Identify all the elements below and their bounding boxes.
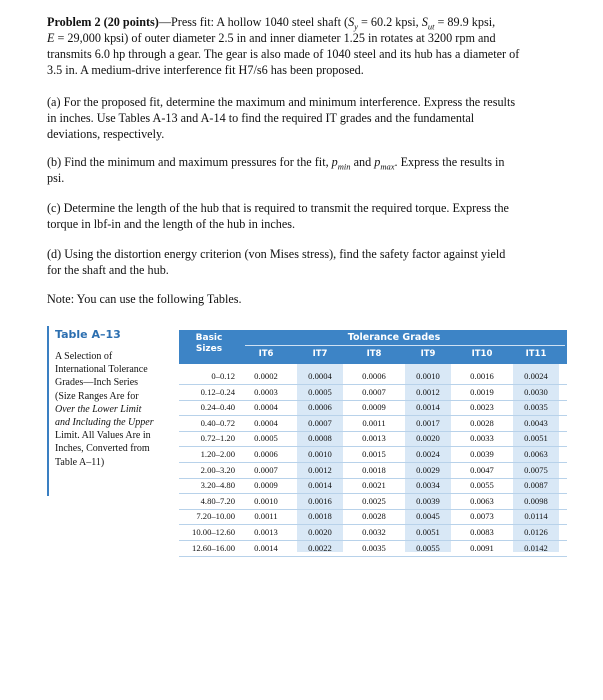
row-divider <box>179 509 567 510</box>
tolerance-cell: 0.0017 <box>416 417 440 428</box>
tolerance-cell: 0.0005 <box>254 433 278 444</box>
basic-size-cell: 3.20–4.80 <box>200 480 235 491</box>
grade-header-it10: IT10 <box>471 349 493 359</box>
tolerance-cell: 0.0007 <box>362 386 386 397</box>
row-divider <box>179 415 567 416</box>
caption-line: (Size Ranges Are for <box>55 390 139 402</box>
tolerance-cell: 0.0020 <box>416 433 440 444</box>
tolerance-cell: 0.0004 <box>308 371 332 381</box>
tolerance-cell: 0.0032 <box>362 527 386 537</box>
tolerance-cell: 0.0011 <box>362 417 386 428</box>
tolerance-cell: 0.0030 <box>524 386 548 397</box>
tolerance-cell: 0.0004 <box>254 417 278 428</box>
tolerance-cell: 0.0034 <box>416 480 440 491</box>
tolerance-cell: 0.0024 <box>524 371 548 381</box>
tolerance-cell: 0.0007 <box>308 417 332 428</box>
tolerance-cell: 0.0063 <box>470 495 494 506</box>
tolerance-cell: 0.0006 <box>362 371 386 381</box>
tolerance-cell: 0.0020 <box>308 527 332 537</box>
tolerance-cell: 0.0015 <box>362 449 386 459</box>
tolerance-cell: 0.0019 <box>470 386 494 397</box>
part-a: (a) For the proposed fit, determine the maximum and minimum interference. Express the results in inches. Use Tables A-13 and A-14 to find the required IT grades and the fundamental deviations, respectively. <box>47 95 516 141</box>
grade-header-it8: IT8 <box>366 349 382 359</box>
note-text: Note: You can use the following Tables. <box>47 292 242 306</box>
tolerance-cell: 0.0024 <box>416 449 440 459</box>
tolerance-cell: 0.0009 <box>362 402 386 413</box>
part-b: (b) Find the minimum and maximum pressures for the fit, $p_{min}$ and $p_{max}$. Express the results in psi. <box>47 155 505 185</box>
tolerance-cell: 0.0035 <box>362 542 386 553</box>
caption-line: Inches, Converted from <box>55 443 150 455</box>
tolerance-cell: 0.0006 <box>308 402 332 413</box>
table-title: Table A–13 <box>55 328 121 341</box>
tolerance-cell: 0.0045 <box>416 511 440 522</box>
part-d: (d) Using the distortion energy criterion (von Mises stress), find the safety factor against yield for the shaft and the hub. <box>47 247 506 277</box>
tolerance-cell: 0.0002 <box>254 371 278 381</box>
tolerance-cell: 0.0007 <box>254 464 278 475</box>
basic-size-cell: 7.20–10.00 <box>196 511 235 522</box>
problem-heading: Problem 2 (20 points) <box>47 15 159 29</box>
basic-size-cell: 10.00–12.60 <box>192 527 235 537</box>
tolerance-cell: 0.0039 <box>470 449 494 459</box>
tolerance-cell: 0.0051 <box>416 527 440 537</box>
tolerance-cell: 0.0012 <box>416 386 440 397</box>
grade-header-it6: IT6 <box>258 349 274 359</box>
tolerance-cell: 0.0014 <box>254 542 278 553</box>
tolerance-cell: 0.0004 <box>254 402 278 413</box>
tolerance-cell: 0.0010 <box>308 449 332 459</box>
caption-line: Limit. All Values Are in <box>55 430 151 442</box>
tolerance-cell: 0.0051 <box>524 433 548 444</box>
part-c: (c) Determine the length of the hub that is required to transmit the required torque. Express the torque in lbf-in and the length of the hub in inches. <box>47 201 509 231</box>
tolerance-cell: 0.0018 <box>362 464 386 475</box>
tolerance-grid <box>179 330 567 555</box>
tolerance-cell: 0.0025 <box>362 495 386 506</box>
row-divider <box>179 446 567 447</box>
tolerance-cell: 0.0055 <box>416 542 440 553</box>
tolerance-cell: 0.0006 <box>254 449 278 459</box>
tolerance-cell: 0.0029 <box>416 464 440 475</box>
tolerance-cell: 0.0010 <box>254 495 278 506</box>
table-accent-bar <box>47 326 49 496</box>
tolerance-cell: 0.0035 <box>524 402 548 413</box>
basic-size-cell: 0.72–1.20 <box>200 433 235 444</box>
row-divider <box>179 478 567 479</box>
grade-header-it9: IT9 <box>420 349 436 359</box>
row-divider <box>179 556 567 557</box>
problem-statement <box>47 14 567 78</box>
tolerance-cell: 0.0055 <box>470 480 494 491</box>
tolerance-cell: 0.0012 <box>308 464 332 475</box>
row-divider <box>179 540 567 541</box>
tolerance-cell: 0.0014 <box>416 402 440 413</box>
caption-line: and Including the Upper <box>55 417 154 429</box>
tolerance-cell: 0.0075 <box>524 464 548 475</box>
tolerance-cell: 0.0083 <box>470 527 494 537</box>
tolerance-cell: 0.0008 <box>308 433 332 444</box>
tolerance-cell: 0.0043 <box>524 417 548 428</box>
tolerance-cell: 0.0073 <box>470 511 494 522</box>
basic-size-cell: 2.00–3.20 <box>200 464 235 475</box>
tolerance-cell: 0.0022 <box>308 542 332 553</box>
tolerance-cell: 0.0013 <box>254 527 278 537</box>
row-divider <box>179 493 567 494</box>
basic-size-cell: 0.12–0.24 <box>200 386 235 397</box>
row-divider <box>179 400 567 401</box>
basic-size-cell: 0.24–0.40 <box>200 402 235 413</box>
tolerance-cell: 0.0063 <box>524 449 548 459</box>
row-divider <box>179 431 567 432</box>
row-divider <box>179 524 567 525</box>
row-divider <box>179 462 567 463</box>
basic-size-cell: 0.40–0.72 <box>200 417 235 428</box>
grade-header-it11: IT11 <box>525 349 547 359</box>
basic-sizes-header: Basic Sizes <box>195 333 223 354</box>
caption-line: Table A–11) <box>55 456 105 468</box>
tolerance-cell: 0.0005 <box>308 386 332 397</box>
tolerance-cell: 0.0028 <box>362 511 386 522</box>
tolerance-cell: 0.0126 <box>524 527 548 537</box>
tolerance-cell: 0.0039 <box>416 495 440 506</box>
basic-size-cell: 0–0.12 <box>211 371 235 381</box>
tolerance-cell: 0.0016 <box>308 495 332 506</box>
row-divider <box>179 384 567 385</box>
tolerance-grades-header: Tolerance Grades <box>347 332 441 343</box>
basic-size-cell: 1.20–2.00 <box>200 449 235 459</box>
caption-line: International Tolerance <box>55 364 148 376</box>
problem-line-1: Problem 2 (20 points)—Press fit: A hollow 1040 steel shaft ($S_y = 60.2$ kpsi, $S_{ut} = 89.9$ kpsi, <box>47 15 496 32</box>
table-caption <box>55 350 175 469</box>
header-divider <box>245 345 565 346</box>
tolerance-cell: 0.0098 <box>524 495 548 506</box>
tolerance-cell: 0.0091 <box>470 542 494 553</box>
tolerance-cell: 0.0018 <box>308 511 332 522</box>
caption-line: Over the Lower Limit <box>55 403 142 415</box>
tolerance-cell: 0.0047 <box>470 464 494 475</box>
tolerance-cell: 0.0010 <box>416 371 440 381</box>
grade-header-it7: IT7 <box>312 349 328 359</box>
tolerance-cell: 0.0023 <box>470 402 494 413</box>
table-a13 <box>47 326 567 556</box>
tolerance-cell: 0.0009 <box>254 480 278 491</box>
basic-size-cell: 4.80–7.20 <box>200 495 235 506</box>
tolerance-cell: 0.0142 <box>524 542 548 553</box>
table-header <box>179 330 567 364</box>
tolerance-cell: 0.0011 <box>254 511 278 522</box>
tolerance-cell: 0.0014 <box>308 480 332 491</box>
tolerance-cell: 0.0087 <box>524 480 548 491</box>
tolerance-cell: 0.0013 <box>362 433 386 444</box>
caption-line: A Selection of <box>55 351 113 362</box>
tolerance-cell: 0.0114 <box>524 511 548 522</box>
problem-line-2: E = 29,000 kpsi) of outer diameter 2.5 in and inner diameter 1.25 in rotates at 3200 rpm and <box>47 31 496 45</box>
problem-line-3: transmits 6.0 hp through a gear. The gear is also made of 1040 steel and its hub has a diameter of <box>47 47 520 61</box>
tolerance-cell: 0.0003 <box>254 386 278 397</box>
problem-line-4: 3.5 in. A medium-drive interference fit H7/s6 has been proposed. <box>47 63 364 77</box>
tolerance-cell: 0.0021 <box>362 480 386 491</box>
tolerance-cell: 0.0028 <box>470 417 494 428</box>
caption-line: Grades—Inch Series <box>55 377 139 389</box>
tolerance-cell: 0.0033 <box>470 433 494 444</box>
tolerance-cell: 0.0016 <box>470 371 494 381</box>
basic-size-cell: 12.60–16.00 <box>192 542 235 553</box>
